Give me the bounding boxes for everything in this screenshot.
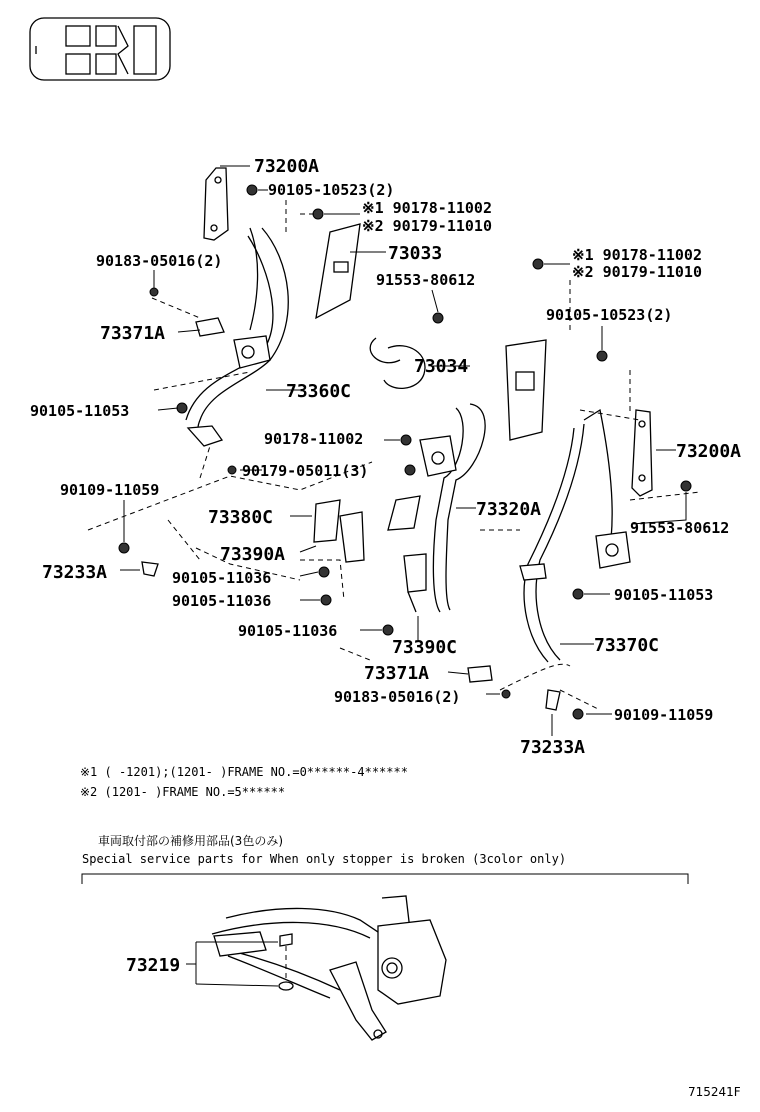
part-73380C: 73380C: [208, 507, 274, 528]
part-90109-11059-left: 90109-11059: [60, 481, 160, 499]
vehicle-seat-layout-icon: [30, 18, 170, 80]
part-90179-11010-right: ※2 90179-11010: [572, 263, 702, 281]
footnotes: [80, 765, 408, 799]
part-91553-80612-top: 91553-80612: [376, 271, 476, 289]
part-73390C: 73390C: [392, 637, 458, 658]
part-90183-05016-bottom: 90183-05016(2): [334, 688, 461, 706]
part-73200A-right: 73200A: [676, 441, 742, 462]
part-90105-11036-b: 90105-11036: [172, 592, 272, 610]
section-japanese: 車両取付部の補修用部品(3色のみ): [98, 834, 283, 848]
part-73320A: 73320A: [476, 499, 542, 520]
part-73033: 73033: [388, 243, 443, 264]
part-90105-11053-right: 90105-11053: [614, 586, 714, 604]
section-english: Special service parts for When only stopper is broken (3color only): [82, 852, 567, 866]
part-73371A-left: 73371A: [100, 323, 166, 344]
part-90178-11002-left: ※1 90178-11002: [362, 199, 492, 217]
part-73200A-left: 73200A: [254, 156, 320, 177]
special-service-section: [82, 833, 688, 1040]
part-90105-11036-c: 90105-11036: [238, 622, 338, 640]
part-73371A-right: 73371A: [364, 663, 430, 684]
part-90178-11002-right: ※1 90178-11002: [572, 246, 702, 264]
part-73219: 73219: [126, 955, 181, 976]
part-91553-80612-right: 91553-80612: [630, 519, 730, 537]
part-73233A-left: 73233A: [42, 562, 108, 583]
part-90105-10523-left: 90105-10523(2): [268, 181, 395, 199]
part-90183-05016-top: 90183-05016(2): [96, 252, 223, 270]
part-73390A: 73390A: [220, 544, 286, 565]
part-90179-11010-left: ※2 90179-11010: [362, 217, 492, 235]
part-90178-11002-mid: 90178-11002: [264, 430, 364, 448]
part-90105-11036-a: 90105-11036: [172, 569, 272, 587]
part-90179-05011: 90179-05011(3): [242, 462, 369, 480]
note-2: ※2 (1201- )FRAME NO.=5******: [80, 785, 286, 799]
part-73233A-right: 73233A: [520, 737, 586, 758]
part-73360C: 73360C: [286, 381, 352, 402]
part-73370C: 73370C: [594, 635, 660, 656]
part-73034: 73034: [414, 356, 469, 377]
part-90109-11059-right: 90109-11059: [614, 706, 714, 724]
left-bolts: [119, 185, 443, 553]
part-90105-10523-right: 90105-10523(2): [546, 306, 673, 324]
figure-id: 715241F: [688, 1085, 741, 1099]
part-90105-11053-left: 90105-11053: [30, 402, 130, 420]
note-1: ※1 ( -1201);(1201- )FRAME NO.=0******-4******: [80, 765, 408, 779]
